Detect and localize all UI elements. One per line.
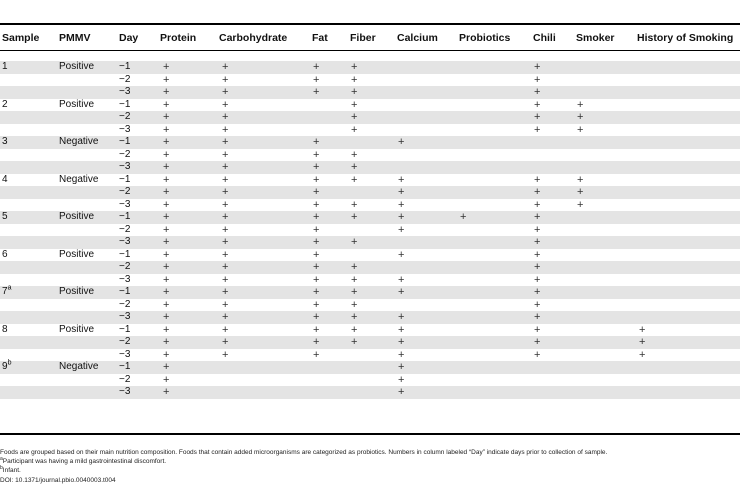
table-row [0, 386, 740, 399]
table-row [0, 361, 740, 374]
mark-fat: + [313, 273, 320, 286]
mark-protein: + [163, 186, 170, 198]
table-row [0, 161, 740, 174]
footnote-main: Foods are grouped based on their main nutrition composition. Foods that contain added microorganisms are categorized as probiotics. Numbers in column labeled “Day” indicate days prior to collection of sample. [0, 449, 608, 456]
mark-chili: + [534, 348, 541, 361]
mark-protein: + [163, 298, 170, 311]
cell-day: −2 [119, 111, 131, 122]
mark-fiber: + [351, 336, 358, 348]
table-row [0, 99, 740, 112]
mark-calcium: + [398, 223, 405, 236]
cell-sample [2, 136, 8, 149]
mark-carbohydrate: + [222, 348, 229, 361]
mark-calcium: + [398, 348, 405, 361]
cell-day: −1 [119, 136, 131, 147]
mark-history-of-smoking: + [639, 323, 646, 336]
mark-fat: + [313, 348, 320, 361]
sample-number: 1 [2, 61, 8, 72]
mark-carbohydrate: + [222, 223, 229, 236]
mark-calcium: + [398, 323, 405, 336]
mark-calcium: + [398, 386, 405, 398]
mark-protein: + [163, 73, 170, 86]
mark-fat: + [313, 298, 320, 311]
mark-fiber: + [351, 86, 358, 98]
mark-fiber: + [351, 323, 358, 336]
mark-protein: + [163, 223, 170, 236]
mark-chili: + [534, 223, 541, 236]
mark-protein: + [163, 211, 170, 223]
mark-carbohydrate: + [222, 261, 229, 273]
footnote-a-text: Participant was having a mild gastrointestinal discomfort. [2, 458, 167, 465]
mark-fiber: + [351, 98, 358, 111]
mark-chili: + [534, 186, 541, 198]
mark-protein: + [163, 348, 170, 361]
mark-smoker: + [577, 198, 584, 211]
mark-protein: + [163, 173, 170, 186]
cell-pmmv: Positive [59, 248, 95, 260]
mark-fat: + [313, 173, 320, 186]
table-row [0, 286, 740, 299]
mark-fat: + [313, 248, 320, 261]
mark-protein: + [163, 311, 170, 323]
mark-fiber: + [351, 211, 358, 223]
footnote-doi: DOI: 10.1371/journal.pbio.0040003.t004 [0, 477, 116, 484]
cell-day: −3 [119, 348, 131, 360]
mark-calcium: + [398, 273, 405, 286]
mark-carbohydrate: + [222, 211, 229, 223]
cell-sample [2, 249, 8, 262]
mark-protein: + [163, 198, 170, 211]
mark-fiber: + [351, 173, 358, 186]
mark-protein: + [163, 86, 170, 98]
footnote-a [0, 455, 167, 465]
sample-number: 6 [2, 248, 8, 260]
mark-carbohydrate: + [222, 311, 229, 323]
cell-day: −3 [119, 161, 131, 172]
cell-day: −1 [119, 98, 131, 110]
mark-chili: + [534, 86, 541, 98]
mark-calcium: + [398, 173, 405, 186]
mark-carbohydrate: + [222, 161, 229, 173]
table-row [0, 336, 740, 349]
cell-pmmv: Positive [59, 286, 95, 297]
cell-sample [2, 286, 11, 299]
cell-sample [2, 211, 8, 224]
mark-carbohydrate: + [222, 61, 229, 73]
cell-day: −3 [119, 123, 131, 135]
mark-history-of-smoking: + [639, 336, 646, 348]
table-header-rule [0, 50, 740, 51]
mark-fat: + [313, 323, 320, 336]
cell-day: −3 [119, 236, 131, 247]
mark-protein: + [163, 386, 170, 398]
sample-number: 3 [2, 136, 8, 147]
mark-fiber: + [351, 311, 358, 323]
mark-protein: + [163, 273, 170, 286]
mark-chili: + [534, 211, 541, 223]
mark-chili: + [534, 123, 541, 136]
table-row [0, 86, 740, 99]
sample-number: 5 [2, 211, 8, 222]
cell-pmmv: Positive [59, 323, 95, 335]
mark-chili: + [534, 261, 541, 273]
mark-fat: + [313, 198, 320, 211]
cell-day: −2 [119, 73, 131, 85]
cell-day: −1 [119, 361, 131, 372]
cell-day: −2 [119, 373, 131, 385]
cell-sample [2, 174, 8, 187]
cell-day: −1 [119, 248, 131, 260]
cell-pmmv: Positive [59, 61, 95, 72]
mark-fiber: + [351, 73, 358, 86]
mark-chili: + [534, 98, 541, 111]
mark-carbohydrate: + [222, 73, 229, 86]
mark-carbohydrate: + [222, 298, 229, 311]
mark-chili: + [534, 323, 541, 336]
table-row [0, 349, 740, 362]
mark-protein: + [163, 136, 170, 148]
mark-chili: + [534, 311, 541, 323]
cell-pmmv: Negative [59, 173, 99, 185]
table-row [0, 224, 740, 237]
table-row [0, 111, 740, 124]
mark-protein: + [163, 373, 170, 386]
mark-carbohydrate: + [222, 123, 229, 136]
cell-day: −3 [119, 311, 131, 322]
table-body [0, 61, 740, 399]
mark-protein: + [163, 111, 170, 123]
table-row [0, 124, 740, 137]
mark-carbohydrate: + [222, 248, 229, 261]
mark-chili: + [534, 236, 541, 248]
mark-carbohydrate: + [222, 111, 229, 123]
mark-fat: + [313, 336, 320, 348]
cell-sample [2, 361, 11, 374]
mark-carbohydrate: + [222, 336, 229, 348]
header-carbohydrate: Carbohydrate [219, 32, 288, 44]
mark-carbohydrate: + [222, 236, 229, 248]
sample-footnote-mark: a [7, 284, 12, 292]
sample-number: 2 [2, 98, 8, 110]
footnote-a-mark: a [0, 455, 3, 462]
cell-sample [2, 99, 8, 112]
mark-carbohydrate: + [222, 323, 229, 336]
header-probiotics: Probiotics [459, 32, 511, 44]
cell-day: −2 [119, 223, 131, 235]
cell-sample [2, 61, 8, 74]
cell-pmmv: Negative [59, 361, 99, 372]
mark-fat: + [313, 261, 320, 273]
table-row [0, 299, 740, 312]
cell-day: −3 [119, 273, 131, 285]
sample-footnote-mark: b [7, 359, 12, 367]
mark-protein: + [163, 61, 170, 73]
mark-calcium: + [398, 311, 405, 323]
mark-fat: + [313, 186, 320, 198]
table-row [0, 274, 740, 287]
mark-smoker: + [577, 173, 584, 186]
footnote-b-text: Infant. [2, 467, 21, 474]
mark-fiber: + [351, 111, 358, 123]
table-row [0, 211, 740, 224]
mark-fat: + [313, 73, 320, 86]
sample-number: 8 [2, 323, 8, 335]
cell-pmmv: Positive [59, 211, 95, 222]
mark-fiber: + [351, 123, 358, 136]
mark-fiber: + [351, 198, 358, 211]
mark-fiber: + [351, 286, 358, 298]
cell-day: −1 [119, 173, 131, 185]
mark-fiber: + [351, 298, 358, 311]
mark-protein: + [163, 286, 170, 298]
mark-protein: + [163, 361, 170, 373]
mark-fat: + [313, 86, 320, 98]
header-calcium: Calcium [397, 32, 438, 44]
header-fat: Fat [312, 32, 328, 44]
mark-fat: + [313, 211, 320, 223]
mark-chili: + [534, 248, 541, 261]
table-row [0, 174, 740, 187]
table-row [0, 199, 740, 212]
header-history-of-smoking: History of Smoking [637, 32, 734, 44]
mark-fat: + [313, 161, 320, 173]
mark-chili: + [534, 298, 541, 311]
mark-carbohydrate: + [222, 98, 229, 111]
mark-chili: + [534, 336, 541, 348]
mark-fiber: + [351, 261, 358, 273]
mark-chili: + [534, 273, 541, 286]
mark-smoker: + [577, 186, 584, 198]
mark-fat: + [313, 136, 320, 148]
mark-calcium: + [398, 211, 405, 223]
header-fiber: Fiber [350, 32, 376, 44]
mark-carbohydrate: + [222, 198, 229, 211]
mark-fat: + [313, 223, 320, 236]
mark-fiber: + [351, 148, 358, 161]
table-row [0, 374, 740, 387]
mark-protein: + [163, 148, 170, 161]
cell-day: −1 [119, 286, 131, 297]
cell-sample [2, 324, 8, 337]
mark-fat: + [313, 61, 320, 73]
mark-carbohydrate: + [222, 86, 229, 98]
footnote-b-mark: b [0, 464, 3, 471]
mark-calcium: + [398, 373, 405, 386]
mark-carbohydrate: + [222, 286, 229, 298]
mark-carbohydrate: + [222, 273, 229, 286]
mark-calcium: + [398, 186, 405, 198]
mark-fiber: + [351, 61, 358, 73]
mark-smoker: + [577, 111, 584, 123]
mark-carbohydrate: + [222, 136, 229, 148]
mark-chili: + [534, 286, 541, 298]
header-pmmv: PMMV [59, 32, 91, 44]
cell-pmmv: Positive [59, 98, 95, 110]
header-day: Day [119, 32, 139, 44]
cell-day: −2 [119, 148, 131, 160]
cell-day: −2 [119, 261, 131, 272]
table-row [0, 249, 740, 262]
cell-day: −1 [119, 323, 131, 335]
mark-history-of-smoking: + [639, 348, 646, 361]
sample-number: 4 [2, 173, 8, 185]
mark-probiotics: + [460, 211, 467, 223]
cell-day: −3 [119, 386, 131, 397]
mark-protein: + [163, 161, 170, 173]
mark-calcium: + [398, 336, 405, 348]
table-row [0, 261, 740, 274]
mark-protein: + [163, 98, 170, 111]
header-sample: Sample [2, 32, 40, 44]
footnote-b [0, 464, 21, 474]
mark-calcium: + [398, 286, 405, 298]
mark-protein: + [163, 248, 170, 261]
mark-carbohydrate: + [222, 148, 229, 161]
table-row [0, 324, 740, 337]
mark-chili: + [534, 198, 541, 211]
mark-smoker: + [577, 98, 584, 111]
mark-calcium: + [398, 361, 405, 373]
table-row [0, 61, 740, 74]
mark-fiber: + [351, 161, 358, 173]
header-smoker: Smoker [576, 32, 615, 44]
cell-day: −3 [119, 198, 131, 210]
mark-fat: + [313, 236, 320, 248]
table-row [0, 186, 740, 199]
mark-fiber: + [351, 236, 358, 248]
table-row [0, 136, 740, 149]
cell-day: −3 [119, 86, 131, 97]
mark-calcium: + [398, 198, 405, 211]
mark-chili: + [534, 173, 541, 186]
mark-protein: + [163, 123, 170, 136]
header-chili: Chili [533, 32, 556, 44]
table-row [0, 236, 740, 249]
header-protein: Protein [160, 32, 197, 44]
mark-chili: + [534, 73, 541, 86]
sample-number: 9 [2, 361, 8, 372]
mark-fat: + [313, 148, 320, 161]
mark-carbohydrate: + [222, 173, 229, 186]
cell-day: −2 [119, 186, 131, 197]
mark-smoker: + [577, 123, 584, 136]
mark-protein: + [163, 336, 170, 348]
table-row [0, 74, 740, 87]
mark-fat: + [313, 286, 320, 298]
cell-day: −1 [119, 211, 131, 222]
mark-chili: + [534, 61, 541, 73]
cell-day: −2 [119, 336, 131, 347]
table-row [0, 149, 740, 162]
mark-protein: + [163, 261, 170, 273]
table-bottom-rule [0, 433, 740, 435]
table-row [0, 311, 740, 324]
mark-protein: + [163, 323, 170, 336]
cell-day: −1 [119, 61, 131, 72]
mark-chili: + [534, 111, 541, 123]
mark-carbohydrate: + [222, 186, 229, 198]
mark-calcium: + [398, 136, 405, 148]
mark-calcium: + [398, 248, 405, 261]
sample-number: 7 [2, 286, 8, 297]
cell-day: −2 [119, 298, 131, 310]
table-header [0, 25, 740, 50]
mark-fiber: + [351, 273, 358, 286]
mark-fat: + [313, 311, 320, 323]
mark-protein: + [163, 236, 170, 248]
cell-pmmv: Negative [59, 136, 99, 147]
